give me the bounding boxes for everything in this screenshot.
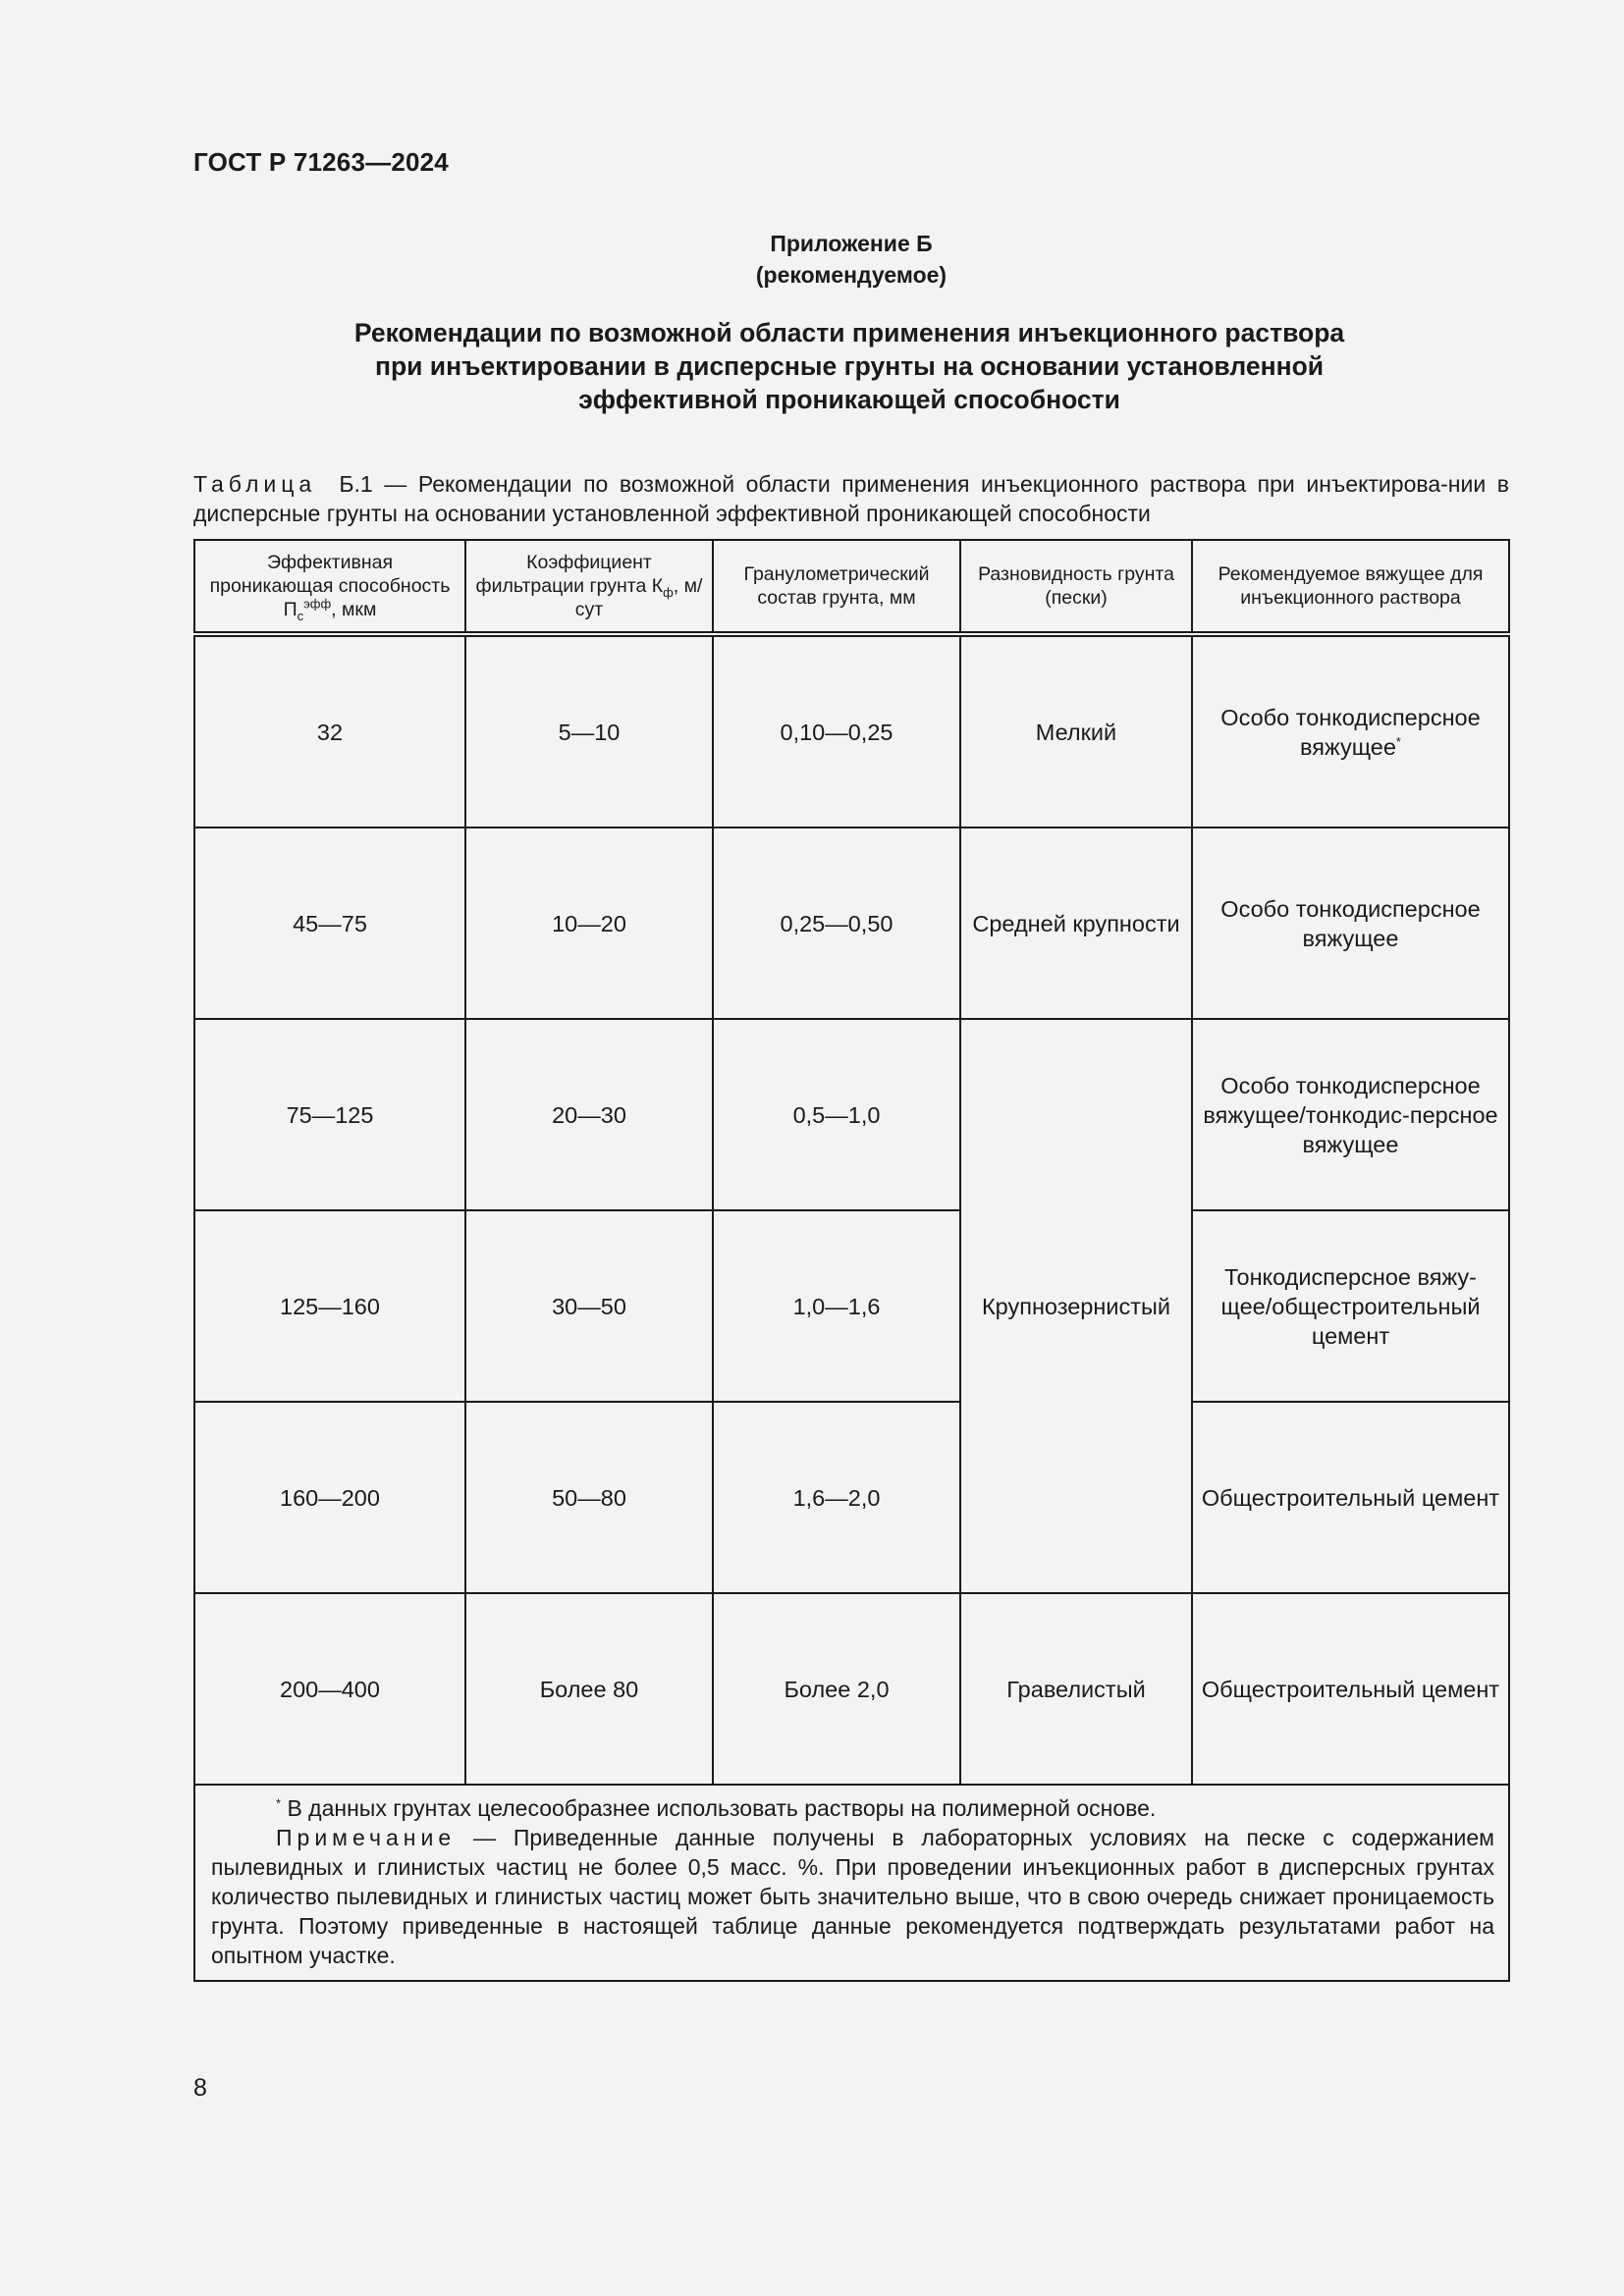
cell-soil-type: Средней крупности	[960, 828, 1192, 1019]
section-title-line1: Рекомендации по возможной области применения инъекционного раствора	[353, 318, 1345, 347]
cell-penetration: 32	[194, 634, 465, 828]
cell-granulometric: 0,10—0,25	[713, 634, 960, 828]
cell-granulometric: 1,0—1,6	[713, 1210, 960, 1402]
annex-title: Приложение Б	[770, 231, 933, 256]
doc-code-header: ГОСТ Р 71263—2024	[193, 147, 449, 177]
section-title	[196, 316, 1502, 416]
table-header-row	[194, 540, 1509, 634]
cell-penetration: 125—160	[194, 1210, 465, 1402]
cell-soil-type: Крупнозернистый	[960, 1019, 1192, 1593]
cell-granulometric: 0,5—1,0	[713, 1019, 960, 1210]
table-note: Примечание — Приведенные данные получены в лабораторных условиях на песке с содержанием пылевидных и глинистых частиц не более 0,5 масс. %. При проведении инъекционных работ в дисперсных грунтах количество пылевидных и глинистых частиц может быть значительно выше, что в свою очередь снижает проницаемость грунта. Поэтому приведенные в настоящей таблице данные рекомендуется подтверждать результатами работ на опытном участке.	[211, 1825, 1494, 1968]
annex-status: (рекомендуемое)	[755, 262, 947, 288]
table-caption	[193, 469, 1509, 528]
cell-penetration: 160—200	[194, 1402, 465, 1593]
page-number: 8	[193, 2074, 207, 2102]
table-row	[194, 828, 1509, 1019]
cell-filtration: Более 80	[465, 1593, 713, 1785]
cell-granulometric: 0,25—0,50	[713, 828, 960, 1019]
header-binder: Рекомендуемое вяжущее для инъекционного раствора	[1192, 540, 1509, 634]
annex-heading	[0, 228, 1624, 291]
cell-filtration: 30—50	[465, 1210, 713, 1402]
header-penetration: Эффективная проникающая способность $П_с^{эфф}$, мкм	[194, 540, 465, 634]
cell-filtration: 5—10	[465, 634, 713, 828]
cell-penetration: 75—125	[194, 1019, 465, 1210]
header-filtration: Коэффициент фильтрации грунта $К_ф$, м/сут	[465, 540, 713, 634]
cell-filtration: 20—30	[465, 1019, 713, 1210]
table-notes-row	[194, 1785, 1509, 1981]
section-title-line2: при инъектировании в дисперсные грунты на основании установленной	[374, 351, 1325, 381]
cell-granulometric: Более 2,0	[713, 1593, 960, 1785]
cell-penetration: 200—400	[194, 1593, 465, 1785]
table-caption-text: Б.1 — Рекомендации по возможной области применения инъекционного раствора при инъектирова-нии в дисперсные грунты на основании установленной эффективной проникающей способности	[193, 471, 1509, 526]
section-title-line3: эффективной проникающей способности	[578, 385, 1120, 414]
cell-penetration: 45—75	[194, 828, 465, 1019]
header-granulometric: Гранулометрический состав грунта, мм	[713, 540, 960, 634]
table-caption-label: Таблица	[193, 471, 317, 497]
cell-filtration: 10—20	[465, 828, 713, 1019]
table-row	[194, 1210, 1509, 1402]
cell-binder: Особо тонкодисперсное вяжущее/тонкодис-персное вяжущее	[1192, 1019, 1509, 1210]
recommendations-table	[193, 539, 1510, 1982]
table-row	[194, 1019, 1509, 1210]
footnote: * В данных грунтах целесообразнее использовать растворы на полимерной основе.	[276, 1795, 1157, 1821]
cell-binder: Особо тонкодисперсное вяжущее	[1192, 828, 1509, 1019]
cell-binder: Особо тонкодисперсное вяжущее*	[1192, 634, 1509, 828]
cell-binder: Общестроительный цемент	[1192, 1402, 1509, 1593]
footnote-mark: *	[1395, 733, 1401, 749]
header-soil-type: Разновидность грунта (пески)	[960, 540, 1192, 634]
table-row	[194, 1593, 1509, 1785]
cell-granulometric: 1,6—2,0	[713, 1402, 960, 1593]
table-row	[194, 634, 1509, 828]
cell-binder: Тонкодисперсное вяжу-щее/общестроительный цемент	[1192, 1210, 1509, 1402]
cell-soil-type: Мелкий	[960, 634, 1192, 828]
cell-binder: Общестроительный цемент	[1192, 1593, 1509, 1785]
cell-filtration: 50—80	[465, 1402, 713, 1593]
table-row	[194, 1402, 1509, 1593]
cell-soil-type: Гравелистый	[960, 1593, 1192, 1785]
table-notes	[194, 1785, 1509, 1981]
